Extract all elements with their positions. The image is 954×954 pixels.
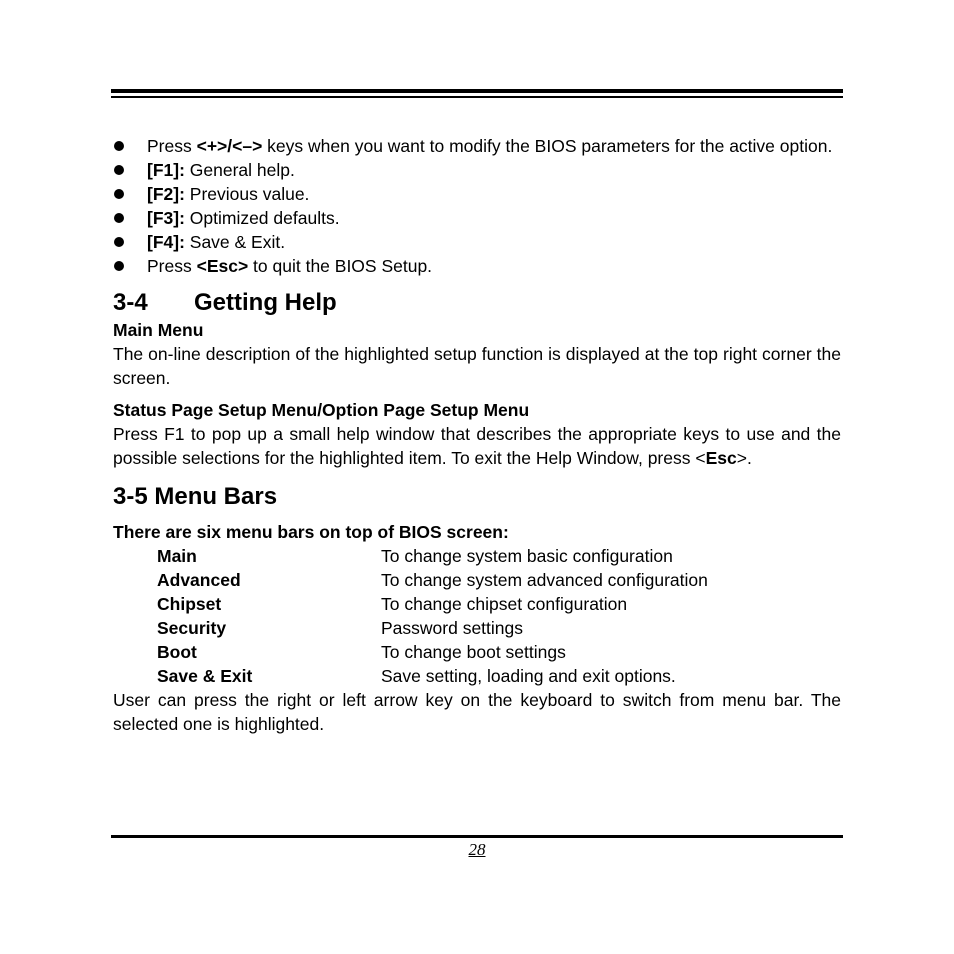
bullet-item: Press <Esc> to quit the BIOS Setup. [113,254,841,278]
bullet-item: [F3]: Optimized defaults. [113,206,841,230]
bullet-item: [F4]: Save & Exit. [113,230,841,254]
table-row: Chipset To change chipset configuration [157,594,628,614]
section-heading-getting-help: 3-4 Getting Help [113,289,337,316]
bullet-icon [114,189,124,199]
bullet-icon [114,141,124,151]
page-number: 28 [468,840,486,859]
menu-bars-footer-paragraph: User can press the right or left arrow key on the keyboard to switch from menu bar. The selected one is highlighted. [113,690,841,734]
bullet-icon [114,237,124,247]
status-page-paragraph: Press F1 to pop up a small help window that describes the appropriate keys to use and the possible selections for the highlighted item. To exit the Help Window, press <Esc>. [113,424,841,468]
header-rule-thick [111,89,843,93]
bullet-item: [F1]: General help. [113,158,841,182]
subheading-status-page: Status Page Setup Menu/Option Page Setup Menu [113,400,530,420]
table-row: Security Password settings [157,618,524,638]
bullet-icon [114,165,124,175]
menu-bars-table [157,544,708,688]
table-row: Boot To change boot settings [157,642,566,662]
footer-rule [111,835,843,838]
section-heading-menu-bars: 3-5 Menu Bars [113,483,278,510]
table-row: Main To change system basic configuration [157,546,673,566]
main-menu-paragraph: The on-line description of the highlighted setup function is displayed at the top right corner the screen. [113,344,841,388]
page-content [113,134,841,736]
header-rule-thin [111,96,843,98]
bullet-icon [114,261,124,271]
bullet-icon [114,213,124,223]
menu-bars-intro: There are six menu bars on top of BIOS screen: [113,522,509,542]
table-row: Advanced To change system advanced configuration [157,570,708,590]
bullet-item: Press <+>/<–> keys when you want to modify the BIOS parameters for the active option. [113,134,841,158]
subheading-main-menu: Main Menu [113,320,204,340]
table-row: Save & Exit Save setting, loading and exit options. [157,666,676,686]
key-bullet-list [113,134,841,278]
bullet-item: [F2]: Previous value. [113,182,841,206]
